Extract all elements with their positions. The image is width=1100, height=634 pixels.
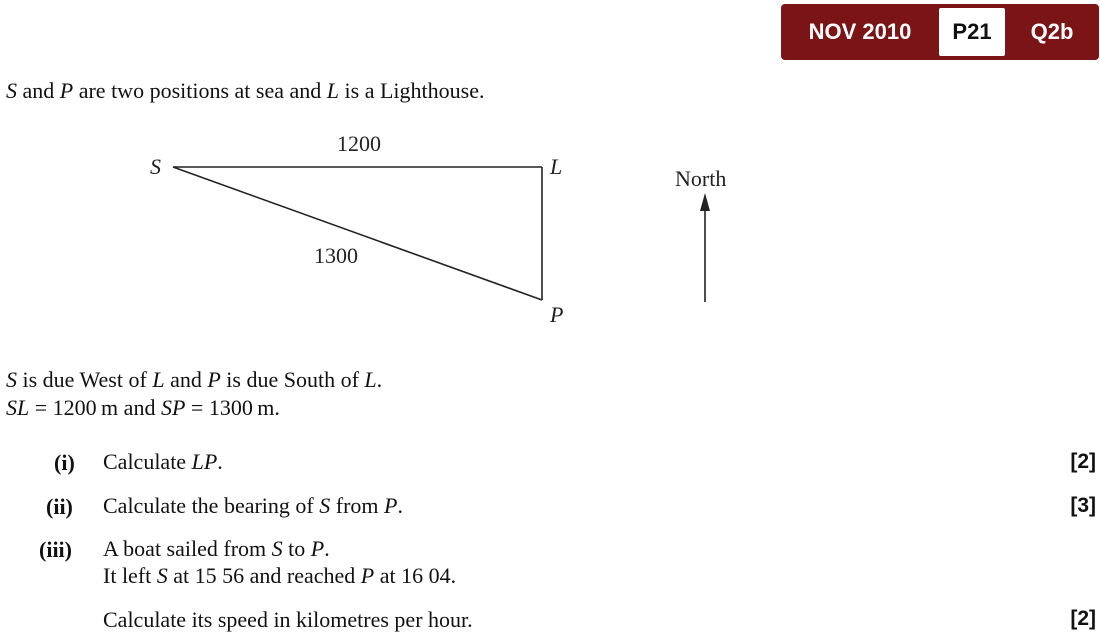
question-iii-line-3: Calculate its speed in kilometres per hour. xyxy=(103,607,473,632)
fact-line-1: S is due West of L and P is due South of L. xyxy=(6,367,383,392)
question-iii-marks: [2] xyxy=(1070,607,1096,630)
north-label: North xyxy=(675,166,727,191)
length-sl-label: 1200 xyxy=(337,131,381,156)
intro-text: S and P are two positions at sea and L is a Lighthouse. xyxy=(6,78,485,103)
question-iii-line-1: A boat sailed from S to P. xyxy=(103,536,330,561)
question-ii-marks: [3] xyxy=(1070,494,1096,517)
question-i-number: (i) xyxy=(54,450,75,475)
question-ii-text: Calculate the bearing of S from P. xyxy=(103,493,403,518)
question-number-label: Q2b xyxy=(1030,19,1074,44)
fact-line-2: SL = 1200 m and SP = 1300 m. xyxy=(6,395,280,420)
north-arrow-icon xyxy=(700,193,710,211)
point-p-label: P xyxy=(550,302,564,327)
length-sp-label: 1300 xyxy=(314,243,358,268)
question-i-marks: [2] xyxy=(1070,450,1096,473)
question-ii-number: (ii) xyxy=(46,494,73,519)
question-iii-number: (iii) xyxy=(39,537,72,562)
exam-date-label: NOV 2010 xyxy=(808,19,912,44)
paper-label: P21 xyxy=(939,8,1005,56)
var-s: S xyxy=(6,78,17,103)
point-l-label: L xyxy=(550,154,563,179)
var-p: P xyxy=(59,78,74,103)
side-sp xyxy=(173,167,542,300)
question-i-text: Calculate LP. xyxy=(103,449,223,474)
point-s-label: S xyxy=(150,154,161,179)
var-l: L xyxy=(326,78,340,103)
question-iii-line-2: It left S at 15 56 and reached P at 16 04. xyxy=(103,563,457,588)
